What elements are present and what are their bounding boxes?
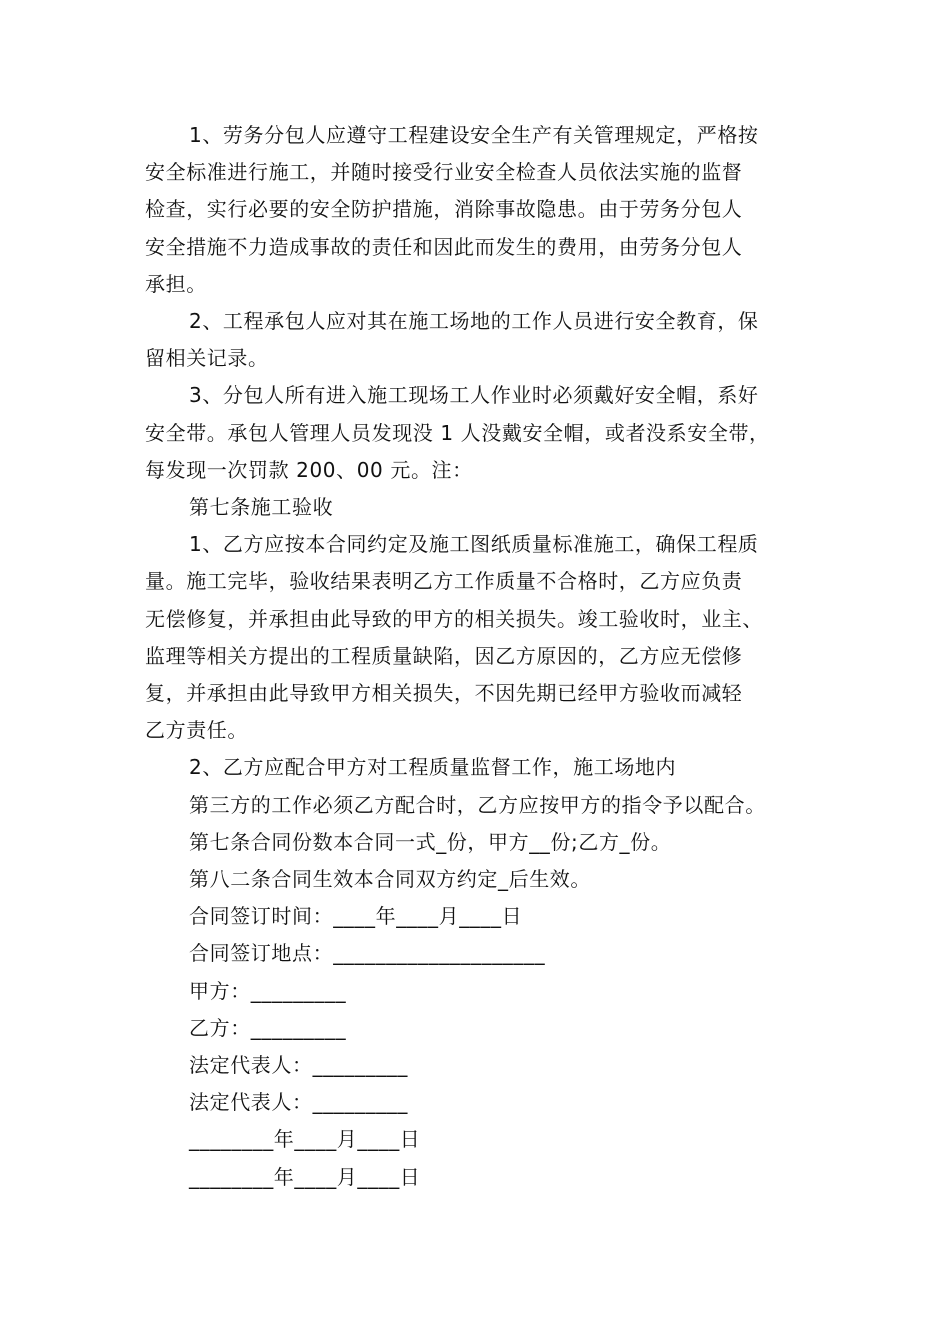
party-a-field: 甲方：_________	[189, 978, 347, 1003]
text-line: 安全措施不力造成事故的责任和因此而发生的费用，由劳务分包人	[145, 234, 743, 259]
text-line: 1、劳务分包人应遵守工程建设安全生产有关管理规定，严格按	[189, 123, 759, 147]
date-field-b: ________年____月____日	[189, 1164, 421, 1189]
text-line: 检查，实行必要的安全防护措施，消除事故隐患。由于劳务分包人	[145, 197, 743, 222]
text-line: 3、分包人所有进入施工现场工人作业时必须戴好安全帽，系好	[189, 383, 759, 408]
text-line: 量。施工完毕，验收结果表明乙方工作质量不合格时，乙方应负责	[145, 569, 743, 594]
text-line: 2、乙方应配合甲方对工程质量监督工作，施工场地内	[189, 755, 677, 780]
text-line: 监理等相关方提出的工程质量缺陷，因乙方原因的，乙方应无偿修	[145, 643, 743, 668]
text-line: 乙方责任。	[145, 718, 248, 743]
signing-place-field: 合同签订地点：____________________	[189, 941, 546, 966]
paragraph-safety-2	[145, 303, 835, 377]
contract-effect-clause: 第八二条合同生效本合同双方约定_后生效。	[189, 867, 591, 892]
section-heading-acceptance	[145, 489, 835, 526]
date-field-a: ________年____月____日	[189, 1127, 421, 1152]
paragraph-acceptance-2	[145, 749, 835, 786]
text-line: 1、乙方应按本合同约定及施工图纸质量标准施工，确保工程质	[189, 532, 759, 557]
text-line: 安全带。承包人管理人员发现没 1 人没戴安全帽，或者没系安全带，	[145, 420, 770, 445]
text-line: 承担。	[145, 271, 207, 296]
legal-representative-a-field: 法定代表人：_________	[189, 1053, 408, 1078]
text-line: 安全标准进行施工，并随时接受行业安全检查人员依法实施的监督	[145, 160, 743, 185]
text-line: 复，并承担由此导致甲方相关损失，不因先期已经甲方验收而减轻	[145, 681, 743, 706]
third-party-clause: 第三方的工作必须乙方配合时，乙方应按甲方的指令予以配合。	[189, 792, 766, 817]
paragraph-safety-1	[145, 117, 835, 303]
section-heading: 第七条施工验收	[189, 495, 334, 520]
paragraph-safety-3	[145, 377, 835, 489]
text-line: 每发现一次罚款 200、00 元。注：	[145, 457, 473, 482]
contract-copies-clause: 第七条合同份数本合同一式_份，甲方__份;乙方_份。	[189, 829, 672, 854]
paragraph-acceptance-1	[145, 526, 835, 749]
document-body	[145, 117, 835, 1196]
text-line: 无偿修复，并承担由此导致的甲方的相关损失。竣工验收时，业主、	[145, 606, 763, 631]
signing-date-field: 合同签订时间：____年____月____日	[189, 904, 523, 929]
party-b-field: 乙方：_________	[189, 1015, 347, 1040]
signature-block	[145, 787, 835, 1196]
legal-representative-b-field: 法定代表人：_________	[189, 1090, 408, 1115]
text-line: 留相关记录。	[145, 346, 269, 371]
text-line: 2、工程承包人应对其在施工场地的工作人员进行安全教育，保	[189, 309, 759, 334]
